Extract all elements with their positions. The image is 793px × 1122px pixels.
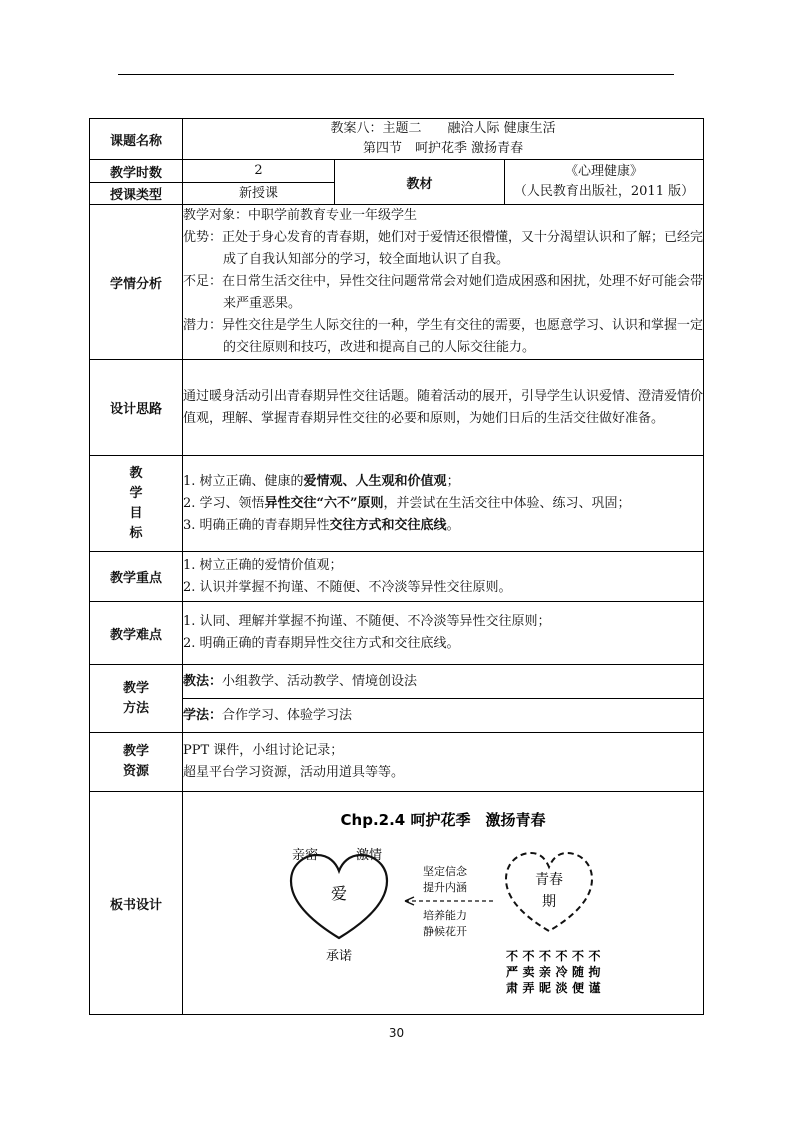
student-analysis-content (183, 205, 704, 360)
board-title: Chp.2.4 呵护花季 激扬青春 (340, 810, 546, 829)
row-design (90, 360, 704, 456)
label-youth-2: 期 (542, 893, 556, 910)
course-title-line2: 第四节 呵护花季 激扬青春 (362, 141, 524, 156)
goals-char-2: 学 (129, 485, 143, 501)
label-difficulties: 教学难点 (90, 602, 183, 665)
goal-2-emphasis: 异性交往“六不”原则 (264, 495, 384, 511)
analysis-strength: 优势：正处于身心发育的青春期，她们对于爱情还很懵懂，又十分渴望认识和了解；已经完成了自我认知部分的学习，较全面地认识了自我。 (183, 230, 704, 267)
arrow-label-top-2: 提升内涵 (423, 880, 467, 894)
row-goals (90, 456, 704, 552)
goal-2-end: ，并尝试在生活交往中体验、练习、巩固； (383, 495, 631, 511)
difficulty-1: 1. 认同、理解并掌握不拘谨、不随便、不冷淡等异性交往原则； (183, 614, 551, 629)
label-lesson-type: 授课类型 (90, 183, 183, 205)
label-methods-1: 教学 (122, 680, 149, 696)
goal-1-end: ； (446, 473, 460, 489)
resources-content (183, 733, 704, 792)
label-methods (90, 665, 183, 733)
goal-1 (183, 471, 703, 493)
rules-group (506, 948, 601, 995)
resource-2: 超星平台学习资源，活动用道具等等。 (183, 765, 405, 780)
difficulties-content (183, 602, 704, 665)
board-diagram (183, 793, 702, 1014)
course-title-line1: 教案八：主题二 融洽人际 健康生活 (330, 121, 556, 136)
label-methods-2: 方法 (122, 700, 149, 716)
youth-heart-icon (506, 853, 592, 931)
goal-3-emphasis: 交往方式和交往底线 (329, 517, 447, 533)
rule-3: 不亲昵 (538, 948, 552, 995)
label-design: 设计思路 (90, 360, 183, 456)
textbook-publisher: （人民教育出版社，2011 版） (513, 184, 695, 199)
label-youth-1: 青春 (535, 871, 563, 888)
rule-5: 不随便 (571, 948, 585, 995)
board-design (183, 792, 704, 1015)
analysis-target: 教学对象：中职学前教育专业一年级学生 (183, 208, 418, 223)
page-number: 30 (388, 1026, 405, 1040)
key-point-2: 2. 认识并掌握不拘谨、不随便、不冷淡等异性交往原则。 (183, 579, 512, 595)
learning-method-value: 合作学习、体验学习法 (222, 707, 353, 723)
rule-2: 不卖弄 (522, 948, 535, 995)
row-course-name (90, 119, 704, 160)
label-commitment: 承诺 (325, 948, 353, 964)
arrow-label-bottom-2: 静候花开 (423, 924, 467, 938)
goal-2-text: 2. 学习、领悟 (183, 495, 265, 511)
label-textbook: 教材 (335, 160, 505, 205)
label-resources-1: 教学 (122, 744, 149, 759)
label-resources-2: 资源 (122, 764, 149, 779)
label-intimacy: 亲密 (291, 847, 319, 863)
row-board (90, 792, 704, 1015)
row-methods-teach (90, 665, 704, 699)
goal-3-text: 3. 明确正确的青春期异性 (183, 517, 330, 533)
rule-6: 不拘谨 (588, 948, 601, 995)
label-love: 爱 (330, 883, 348, 903)
row-resources (90, 733, 704, 792)
key-point-1: 1. 树立正确的爱情价值观； (183, 557, 343, 573)
teaching-method-value: 小组教学、活动教学、情境创设法 (222, 673, 418, 689)
difficulty-2: 2. 明确正确的青春期异性交往方式和交往底线。 (183, 636, 460, 651)
course-title (183, 119, 704, 160)
rule-1: 不严肃 (505, 948, 519, 995)
goals-char-3: 目 (129, 505, 143, 521)
teaching-method-label: 教法： (183, 673, 223, 689)
value-textbook (505, 160, 704, 205)
arrow-label-top-1: 坚定信念 (423, 864, 467, 878)
textbook-name: 《心理健康》 (565, 164, 644, 179)
learning-method (183, 699, 704, 733)
goals-char-4: 标 (129, 525, 143, 541)
analysis-potential: 潜力：异性交往是学生人际交往的一种，学生有交往的需要，也愿意学习、认识和掌握一定的交往原则和技巧，改进和提高自己的人际交往能力。 (183, 318, 704, 355)
rule-4: 不冷淡 (555, 948, 568, 995)
label-passion: 激情 (355, 847, 383, 863)
goal-3-end: 。 (446, 517, 460, 533)
arrow-label-bottom-1: 培养能力 (423, 908, 467, 922)
goals-char-1: 教 (129, 465, 143, 481)
goals-content (183, 456, 704, 552)
goal-3 (183, 515, 703, 537)
label-resources (90, 733, 183, 792)
row-key-points (90, 552, 704, 602)
goal-2 (183, 493, 703, 515)
row-hours (90, 160, 704, 183)
value-lesson-type: 新授课 (183, 183, 335, 205)
value-hours: 2 (183, 160, 335, 183)
row-student-analysis (90, 205, 704, 360)
analysis-weakness: 不足：在日常生活交往中，异性交往问题常常会对她们造成困惑和困扰，处理不好可能会带来严重恶果。 (183, 274, 704, 311)
teaching-method (183, 665, 704, 699)
label-hours: 教学时数 (90, 160, 183, 183)
key-points-content (183, 552, 704, 602)
label-board: 板书设计 (90, 792, 183, 1015)
learning-method-label: 学法： (183, 707, 223, 723)
header-rule (118, 74, 674, 75)
label-key-points: 教学重点 (90, 552, 183, 602)
label-student-analysis: 学情分析 (90, 205, 183, 360)
goal-1-emphasis: 爱情观、人生观和价值观 (303, 473, 447, 489)
row-difficulties (90, 602, 704, 665)
resource-1: PPT 课件，小组讨论记录； (183, 743, 344, 758)
lesson-plan-table (89, 118, 704, 1015)
label-goals (90, 456, 183, 552)
design-content: 通过暖身活动引出青春期异性交往话题。随着活动的展开，引导学生认识爱情、澄清爱情价值观，理解、掌握青春期异性交往的必要和原则，为她们日后的生活交往做好准备。 (183, 360, 704, 456)
goal-1-text: 1. 树立正确、健康的 (183, 473, 304, 489)
label-course-name: 课题名称 (90, 119, 183, 160)
row-methods-learn (90, 699, 704, 733)
